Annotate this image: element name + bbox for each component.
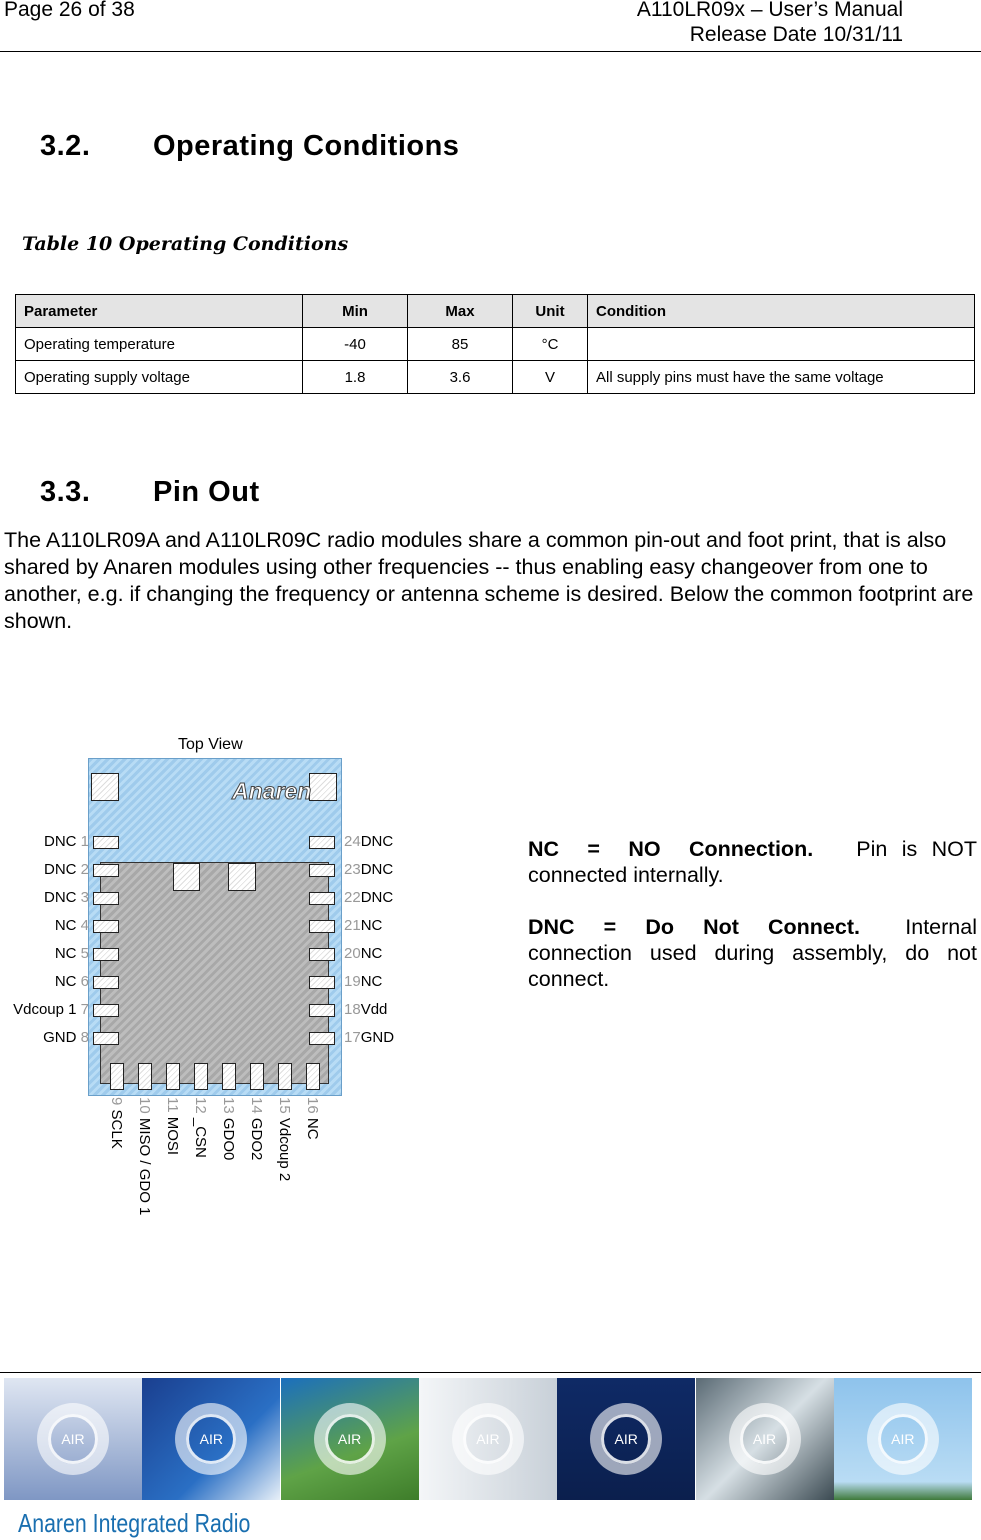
dnc-note: DNC = Do Not Connect. Internal connection used during assembly, do not connect. — [528, 915, 977, 991]
cell: 3.6 — [408, 361, 513, 394]
air-badge-icon: AIR — [463, 1414, 513, 1464]
col-condition: Condition — [588, 295, 975, 328]
col-min: Min — [303, 295, 408, 328]
center-pad — [228, 863, 256, 891]
pin-label-bottom: 14 GDO2 — [248, 1097, 265, 1161]
pin-pad — [309, 864, 335, 877]
table-row — [16, 361, 975, 394]
release-date: Release Date 10/31/11 — [689, 23, 903, 46]
diagram-title: Top View — [178, 736, 243, 753]
pin-label-right: 19NC — [344, 973, 383, 990]
pin-label-left: NC 5 — [54, 945, 89, 962]
anaren-logo: Anaren — [232, 778, 312, 804]
banner-photo — [142, 1378, 280, 1500]
pin-pad — [194, 1063, 208, 1090]
pin-pad — [309, 976, 335, 989]
pinout-paragraph: The A110LR09A and A110LR09C radio modules share a common pin-out and foot print, that is also shared by Anaren modules using other frequencies -- thus enabling easy changeover from one to another, e.g. if changing the frequency or antenna scheme is desired. Below the common footprint are shown. — [4, 528, 974, 633]
col-max: Max — [408, 295, 513, 328]
pin-pad — [309, 1032, 335, 1045]
cell: Operating temperature — [16, 328, 303, 361]
banner-photo — [696, 1378, 834, 1500]
section-heading-3-3: 3.3. Pin Out — [40, 476, 260, 508]
pin-pad — [93, 1032, 119, 1045]
pin-label-right: 23DNC — [344, 861, 394, 878]
pin-pad — [250, 1063, 264, 1090]
air-badge-icon: AIR — [740, 1414, 790, 1464]
section-heading-3-2: 3.2. Operating Conditions — [40, 130, 460, 162]
pin-label-left: NC 6 — [54, 973, 89, 990]
pin-label-left: Vdcoup 1 7 — [13, 1001, 89, 1018]
pin-label-bottom: 11 MOSI — [164, 1097, 181, 1156]
pin-label-bottom: 9 SCLK — [108, 1097, 125, 1149]
cell — [588, 328, 975, 361]
pin-label-bottom: 13 GDO0 — [220, 1097, 237, 1161]
pin-label-right: 21NC — [344, 917, 383, 934]
pin-pad — [309, 892, 335, 905]
corner-pad — [309, 773, 337, 801]
pin-pad — [278, 1063, 292, 1090]
pin-pad — [93, 1004, 119, 1017]
cell: Operating supply voltage — [16, 361, 303, 394]
pin-pad — [222, 1063, 236, 1090]
col-unit: Unit — [513, 295, 588, 328]
air-badge-icon: AIR — [601, 1414, 651, 1464]
banner-photo — [419, 1378, 557, 1500]
pin-pad — [93, 836, 119, 849]
header-rule — [0, 51, 981, 52]
pin-pad — [309, 1004, 335, 1017]
pin-pad — [93, 864, 119, 877]
table-header-row — [16, 295, 975, 328]
pin-pad — [309, 948, 335, 961]
air-badge-icon: AIR — [48, 1414, 98, 1464]
pin-pad — [138, 1063, 152, 1090]
pin-label-right: 17GND — [344, 1029, 395, 1046]
banner-photo — [4, 1378, 142, 1500]
banner-photo — [281, 1378, 419, 1500]
center-pad — [173, 863, 200, 891]
pin-label-left: DNC 3 — [43, 889, 89, 906]
pin-label-right: 18Vdd — [344, 1001, 388, 1018]
footer-rule — [0, 1372, 981, 1373]
air-badge-icon: AIR — [878, 1414, 928, 1464]
pin-label-right: 24DNC — [344, 833, 394, 850]
pin-label-left: NC 4 — [54, 917, 89, 934]
cell: °C — [513, 328, 588, 361]
pin-label-right: 20NC — [344, 945, 383, 962]
pin-pad — [309, 920, 335, 933]
pin-label-right: 22DNC — [344, 889, 394, 906]
table-row — [16, 328, 975, 361]
pin-label-left: DNC 2 — [43, 861, 89, 878]
nc-note: NC = NO Connection. Pin is NOT connected internally. — [528, 837, 977, 887]
pin-pad — [93, 976, 119, 989]
air-badge-icon: AIR — [186, 1414, 236, 1464]
pin-pad — [306, 1063, 320, 1090]
table-caption: Table 10 Operating Conditions — [22, 233, 349, 255]
pin-label-bottom: 15 Vdcoup 2 — [276, 1097, 293, 1182]
pin-pad — [166, 1063, 180, 1090]
pin-label-bottom: 16 NC — [304, 1097, 321, 1140]
page-number: Page 26 of 38 — [4, 0, 135, 21]
shield-area — [100, 862, 329, 1084]
air-badge-icon: AIR — [325, 1414, 375, 1464]
pin-label-left: DNC 1 — [43, 833, 89, 850]
pin-label-bottom: 12 _CSN — [192, 1097, 209, 1158]
corner-pad — [91, 773, 119, 801]
doc-title: A110LR09x – User’s Manual — [636, 0, 903, 21]
cell: 85 — [408, 328, 513, 361]
pin-pad — [93, 892, 119, 905]
footer-brand: Anaren Integrated Radio — [18, 1508, 251, 1538]
pin-pad — [309, 836, 335, 849]
pin-pad — [110, 1063, 124, 1090]
pin-label-bottom: 10 MISO / GDO 1 — [136, 1097, 153, 1216]
banner-photo — [834, 1378, 972, 1500]
operating-conditions-table — [15, 294, 975, 394]
col-parameter: Parameter — [16, 295, 303, 328]
cell: All supply pins must have the same voltage — [588, 361, 975, 394]
pin-pad — [93, 948, 119, 961]
cell: -40 — [303, 328, 408, 361]
cell: V — [513, 361, 588, 394]
banner-photo — [557, 1378, 695, 1500]
cell: 1.8 — [303, 361, 408, 394]
pin-label-left: GND 8 — [43, 1029, 89, 1046]
pin-pad — [93, 920, 119, 933]
